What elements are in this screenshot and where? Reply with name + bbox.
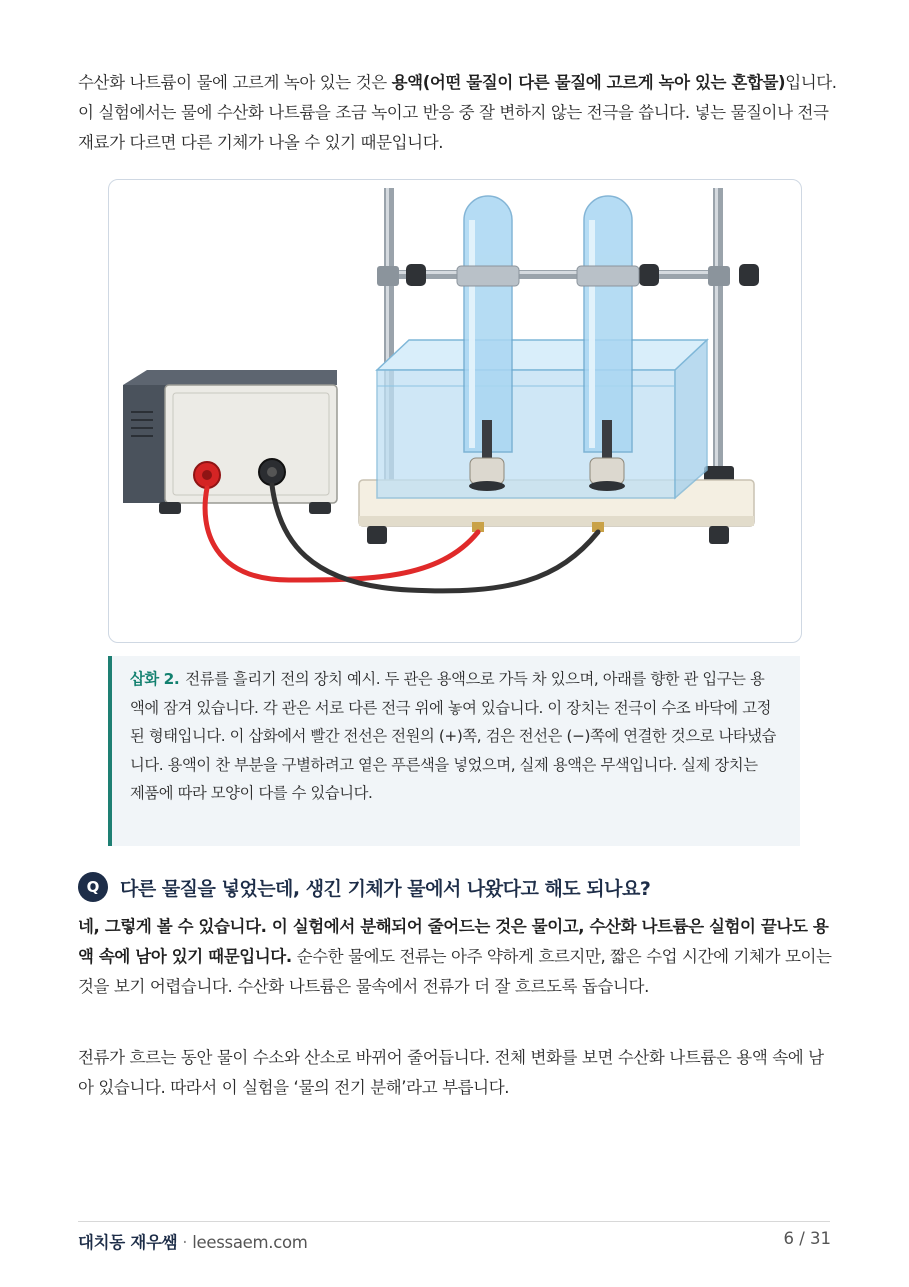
question-text: 다른 물질을 넣었는데, 생긴 기체가 물에서 나왔다고 해도 되나요?	[120, 877, 651, 900]
intro-text-2: 입니다. 이 실험에서는 물에 수산화 나트륨을 조금 녹이고 반응 중 잘 변하지 않는 전극을 씁니다. 넣는 물질이나 전극 재료가 다르면 다른 기체가 나올 수 있기 때문입니다.	[78, 73, 837, 152]
water-tank-icon	[359, 340, 754, 544]
footer-brand: 대치동 재우쌤	[78, 1233, 178, 1252]
question-heading	[78, 871, 838, 903]
answer-paragraph	[78, 912, 838, 1002]
answer-text-2: 전류가 흐르는 동안 물이 수소와 산소로 바뀌어 줄어듭니다. 전체 변화를 보면 수산화 나트륨은 용액 속에 남아 있습니다. 따라서 이 실험을 ‘물의 전기 분해’라고 부릅니다.	[78, 1048, 824, 1097]
intro-bold-definition: 용액(어떤 물질이 다른 물질에 고르게 녹아 있는 혼합물)	[391, 73, 786, 92]
footer-url[interactable]: leessaem.com	[192, 1233, 308, 1252]
footer-divider	[78, 1221, 830, 1222]
electrolysis-figure	[108, 179, 802, 643]
question-badge: Q	[78, 872, 108, 902]
electrolysis-apparatus-illustration	[109, 180, 801, 642]
page-number: 6 / 31	[783, 1229, 831, 1248]
footer-separator: ·	[182, 1233, 188, 1252]
answer-text-1: 순수한 물에도 전류는 아주 약하게 흐르지만, 짧은 수업 시간에 기체가 모이는 것을 보기 어렵습니다. 수산화 나트륨은 물속에서 전류가 더 잘 흐르도록 돕습니다.	[78, 947, 832, 996]
answer-paragraph-2	[78, 1043, 838, 1103]
answer-bold: 네, 그렇게 볼 수 있습니다. 이 실험에서 분해되어 줄어드는 것은 물이고, 수산화 나트륨은 실험이 끝나도 용액 속에 남아 있기 때문입니다.	[78, 917, 829, 966]
power-supply-icon	[123, 370, 337, 514]
intro-paragraph	[78, 68, 838, 158]
footer-left	[78, 1229, 308, 1253]
caption-label: 삽화 2.	[130, 670, 180, 688]
caption-text: 전류를 흘리기 전의 장치 예시. 두 관은 용액으로 가득 차 있으며, 아래를 향한 관 입구는 용액에 잠겨 있습니다. 각 관은 서로 다른 전극 위에 놓여 있습니다. 이 장치는 전극이 수조 바닥에 고정된 형태입니다. 이 삽화에서 빨간 전선은 전원의 (+)쪽, 검은 전선은 (−)쪽에 연결한 것으로 나타냈습니다. 용액이 찬 부분을 구별하려고 옅은 푸른색을 넣었으며, 실제 용액은 무색입니다. 실제 장치는 제품에 따라 모양이 다를 수 있습니다.	[130, 670, 776, 802]
figure-caption	[108, 656, 800, 846]
intro-text-1: 수산화 나트륨이 물에 고르게 녹아 있는 것은	[78, 73, 392, 92]
